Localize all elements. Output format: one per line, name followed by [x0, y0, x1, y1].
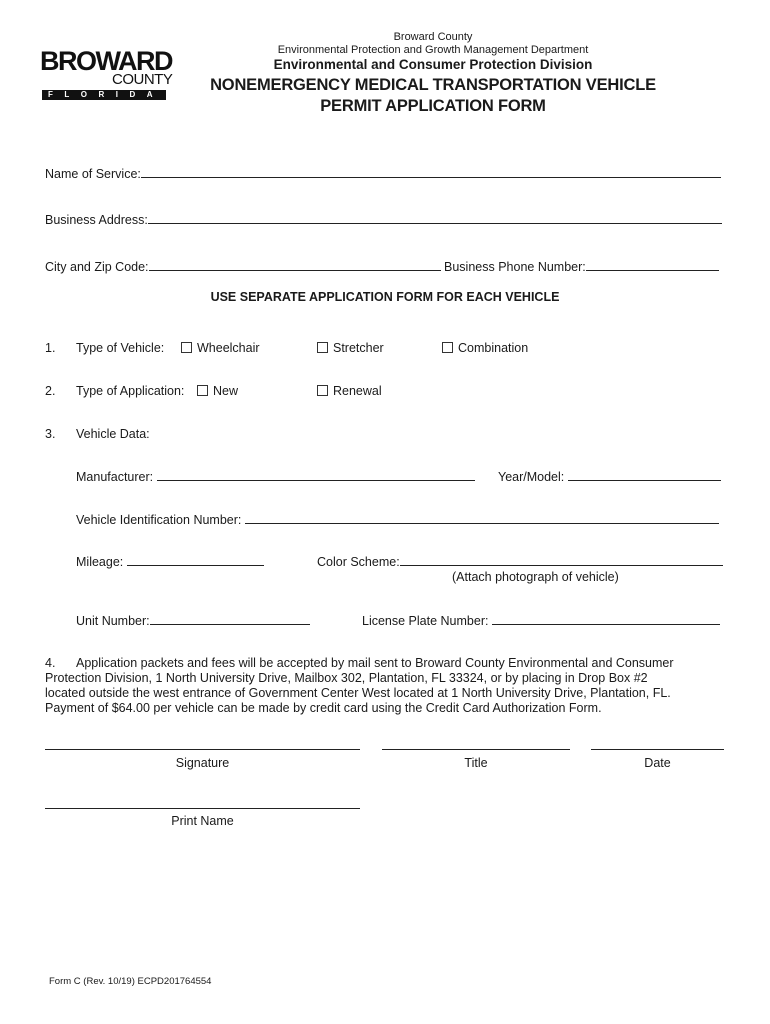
signature-label: Signature: [175, 756, 230, 770]
combination-label: Combination: [458, 341, 529, 355]
name-of-service-row: [45, 166, 721, 181]
color-scheme-label: Color Scheme:: [317, 555, 400, 569]
vin-row: [76, 512, 719, 527]
broward-county-logo: [40, 46, 173, 102]
combination-option[interactable]: [442, 341, 528, 355]
year-model-label: Year/Model:: [498, 470, 565, 484]
type-of-vehicle-label: Type of Vehicle:: [76, 341, 165, 355]
color-scheme-row: [317, 554, 723, 569]
license-plate-input[interactable]: [492, 613, 720, 625]
logo-text-broward: BROWARD: [40, 46, 172, 76]
year-model-input[interactable]: [568, 469, 721, 481]
unit-number-row: [76, 613, 310, 628]
logo-text-florida: FLORIDA: [42, 90, 166, 100]
unit-number-label: Unit Number:: [76, 614, 150, 628]
name-of-service-input[interactable]: [141, 166, 721, 178]
wheelchair-checkbox[interactable]: [181, 342, 192, 353]
renewal-option[interactable]: [317, 384, 382, 398]
paragraph-4-line1: Application packets and fees will be accepted by mail sent to Broward County Environmental and Consumer: [76, 656, 674, 670]
renewal-checkbox[interactable]: [317, 385, 328, 396]
year-model-row: [498, 469, 721, 484]
county-name: Broward County: [393, 31, 473, 43]
form-title-line1: NONEMERGENCY MEDICAL TRANSPORTATION VEHICLE: [210, 76, 656, 94]
title-input[interactable]: [382, 738, 570, 750]
unit-number-input[interactable]: [150, 613, 310, 625]
combination-checkbox[interactable]: [442, 342, 453, 353]
type-of-application-label: Type of Application:: [76, 384, 185, 398]
paragraph-4-line2: Protection Division, 1 North University Drive, Mailbox 302, Plantation, FL 33324, or by placing in Drop Box #2: [45, 671, 648, 685]
stretcher-label: Stretcher: [333, 341, 384, 355]
item-number-1: 1.: [45, 341, 56, 355]
paragraph-4-line4: Payment of $64.00 per vehicle can be made by credit card using the Credit Card Authorization Form.: [45, 701, 602, 715]
logo-text-county: COUNTY: [112, 71, 173, 88]
business-address-row: [45, 212, 722, 227]
manufacturer-row: [76, 469, 475, 484]
mileage-row: [76, 554, 264, 569]
item-number-4: 4.: [45, 656, 56, 670]
new-label: New: [213, 384, 239, 398]
vin-label: Vehicle Identification Number:: [76, 513, 242, 527]
date-input[interactable]: [591, 738, 724, 750]
manufacturer-label: Manufacturer:: [76, 470, 154, 484]
item-number-3: 3.: [45, 427, 56, 441]
mileage-input[interactable]: [127, 554, 264, 566]
new-option[interactable]: [197, 384, 238, 398]
paragraph-4-line3: located outside the west entrance of Government Center West located at 1 North University Drive, Plantation, FL.: [45, 686, 671, 700]
business-phone-input[interactable]: [586, 259, 719, 271]
new-checkbox[interactable]: [197, 385, 208, 396]
city-zip-row: [45, 259, 719, 274]
license-plate-label: License Plate Number:: [362, 614, 489, 628]
name-of-service-label: Name of Service:: [45, 167, 141, 181]
city-zip-input[interactable]: [149, 259, 441, 271]
color-scheme-input[interactable]: [400, 554, 723, 566]
separate-form-notice: USE SEPARATE APPLICATION FORM FOR EACH VEHICLE: [210, 290, 560, 304]
item-number-2: 2.: [45, 384, 56, 398]
vin-input[interactable]: [245, 512, 719, 524]
mileage-label: Mileage:: [76, 555, 124, 569]
department-name: Environmental Protection and Growth Management Department: [277, 44, 589, 56]
attach-photo-note: (Attach photograph of vehicle): [452, 570, 619, 584]
renewal-label: Renewal: [333, 384, 382, 398]
vehicle-data-label: Vehicle Data:: [76, 427, 150, 441]
signature-input[interactable]: [45, 738, 360, 750]
stretcher-checkbox[interactable]: [317, 342, 328, 353]
form-title-line2: PERMIT APPLICATION FORM: [320, 97, 546, 115]
wheelchair-option[interactable]: [181, 341, 260, 355]
division-name: Environmental and Consumer Protection Division: [273, 57, 593, 72]
city-zip-label: City and Zip Code:: [45, 260, 149, 274]
business-address-label: Business Address:: [45, 213, 148, 227]
business-address-input[interactable]: [148, 212, 722, 224]
print-name-label: Print Name: [171, 814, 234, 828]
date-label: Date: [644, 756, 671, 770]
business-phone-label: Business Phone Number:: [444, 260, 586, 274]
print-name-input[interactable]: [45, 797, 360, 809]
manufacturer-input[interactable]: [157, 469, 475, 481]
title-label: Title: [464, 756, 488, 770]
wheelchair-label: Wheelchair: [197, 341, 260, 355]
license-plate-row: [362, 613, 720, 628]
form-footer: Form C (Rev. 10/19) ECPD201764554: [49, 976, 212, 987]
stretcher-option[interactable]: [317, 341, 384, 355]
